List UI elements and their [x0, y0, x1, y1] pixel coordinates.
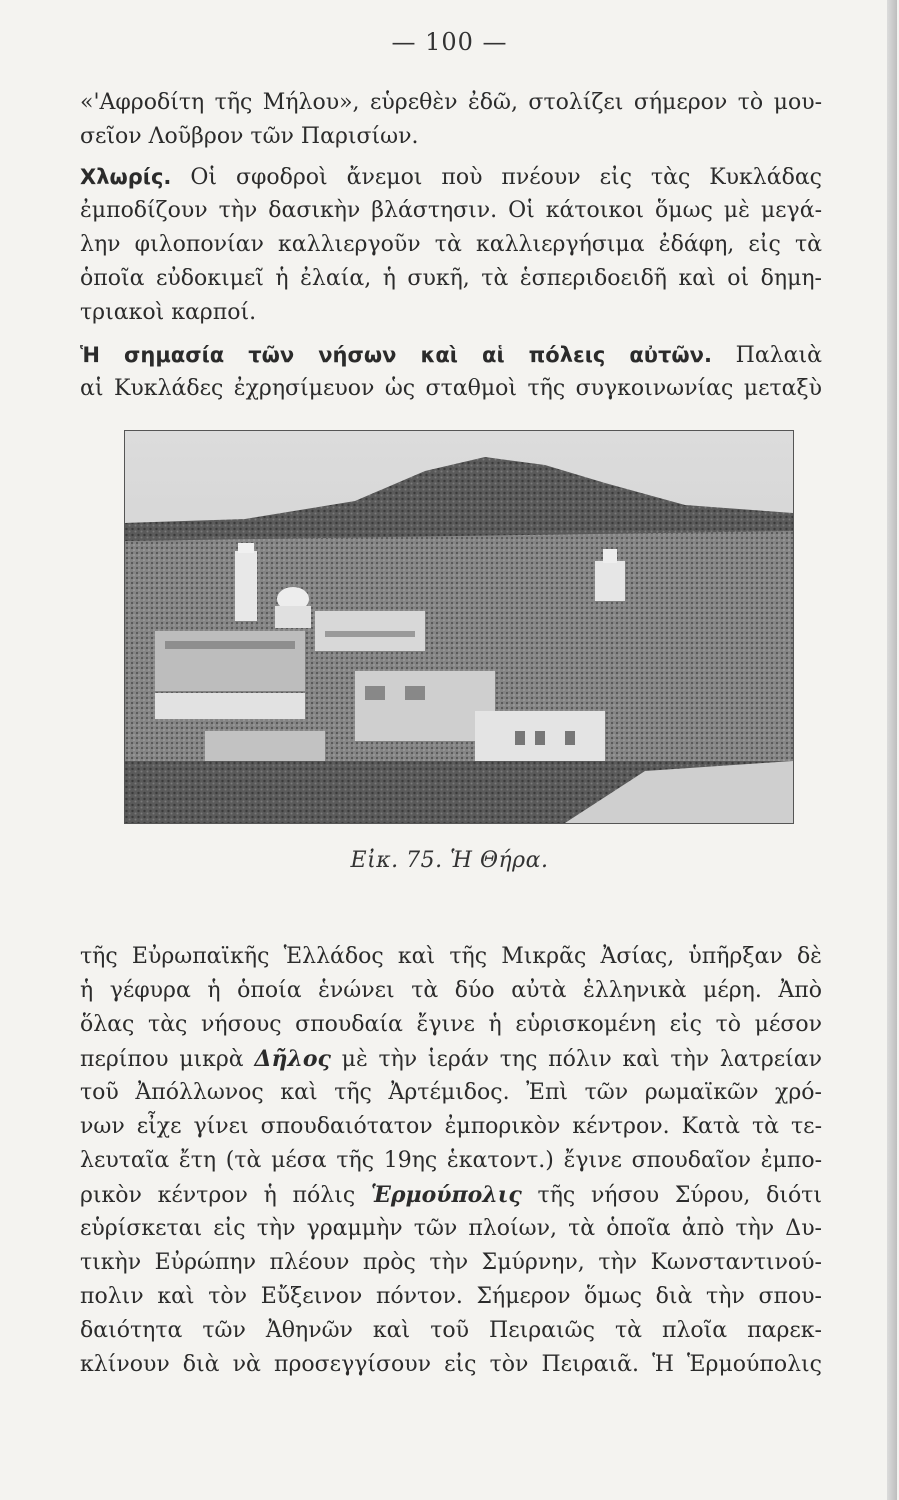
photo-illustration [125, 431, 793, 823]
text-span: Οἱ σφοδροὶ ἄνεμοι ποὺ πνέουν εἰς τὰς Κυκλάδας [190, 165, 822, 190]
text-line: τῆς Εὐρωπαϊκῆς Ἑλλάδος καὶ τῆς Μικρᾶς Ἀσίας, ὑπῆρξαν δὲ [80, 944, 822, 969]
text-line: ὅλας τὰς νήσους σπουδαία ἔγινε ἡ εὑρισκομένη εἰς τὸ μέσον [80, 1012, 822, 1037]
text-line: ἡ γέφυρα ἡ ὁποία ἑνώνει τὰ δύο αὐτὰ ἑλληνικὰ μέρη. Ἀπὸ [80, 978, 822, 1003]
page-number: — 100 — [391, 28, 508, 56]
text-line: σεῖον Λοῦβρον τῶν Παρισίων. [80, 124, 419, 149]
chloris-heading: Χλωρίς. [80, 165, 172, 189]
chloris-line [80, 160, 822, 195]
text-line: ἐμποδίζουν τὴν δασικὴν βλάστησιν. Οἱ κάτοικοι ὅμως μὲ μεγά- [80, 198, 822, 223]
text-line: εὑρίσκεται εἰς τὴν γραμμὴν τῶν πλοίων, τὰ ὁποῖα ἀπὸ τὴν Δυ- [80, 1216, 822, 1241]
text-span: Παλαιὰ [735, 343, 822, 368]
ermoupolis-line [80, 1178, 822, 1213]
figure-caption: Εἰκ. 75. Ἡ Θήρα. [350, 848, 549, 873]
text-line: τριακοὶ καρποί. [80, 300, 257, 325]
ermoupolis-term: Ἑρμούπολις [370, 1182, 522, 1208]
text-line: νων εἶχε γίνει σπουδαιότατον ἐμπορικὸν κέντρον. Κατὰ τὰ τε- [80, 1114, 822, 1139]
importance-line [80, 338, 822, 373]
text-span: μὲ τὴν ἱεράν της πόλιν καὶ τὴν λατρείαν [341, 1047, 822, 1072]
delos-term: Δῆλος [254, 1046, 331, 1072]
text-line: «'Αφροδίτη τῆς Μήλου», εὑρεθὲν ἐδῶ, στολίζει σήμερον τὸ μου- [80, 90, 822, 115]
text-line: τοῦ Ἀπόλλωνος καὶ τῆς Ἀρτέμιδος. Ἐπὶ τῶν ρωμαϊκῶν χρό- [80, 1080, 822, 1105]
text-line: τικὴν Εὐρώπην πλέουν πρὸς τὴν Σμύρνην, τὴν Κωνσταντινού- [80, 1250, 822, 1275]
text-line: δαιότητα τῶν Ἀθηνῶν καὶ τοῦ Πειραιῶς τὰ πλοῖα παρεκ- [80, 1318, 822, 1343]
delos-line [80, 1042, 822, 1077]
text-line: πολιν καὶ τὸν Εὔξεινον πόντον. Σήμερον ὅμως διὰ τὴν σπου- [80, 1284, 822, 1309]
thera-photograph [124, 430, 794, 824]
text-span: τῆς νήσου Σύρου, διότι [537, 1183, 822, 1208]
page-edge [887, 0, 897, 1500]
text-line: λευταῖα ἔτη (τὰ μέσα τῆς 19ης ἑκατοντ.) ἔγινε σπουδαῖον ἐμπο- [80, 1148, 822, 1173]
text-line: λην φιλοπονίαν καλλιεργοῦν τὰ καλλιεργήσιμα ἐδάφη, εἰς τὰ [80, 232, 822, 257]
text-line: κλίνουν διὰ νὰ προσεγγίσουν εἰς τὸν Πειραιᾶ. Ἡ Ἑρμούπολις [80, 1352, 822, 1377]
text-line: αἱ Κυκλάδες ἐχρησίμευον ὡς σταθμοὶ τῆς συγκοινωνίας μεταξὺ [80, 376, 822, 401]
text-line: ὁποῖα εὐδοκιμεῖ ἡ ἐλαία, ἡ συκῆ, τὰ ἑσπεριδοειδῆ καὶ οἱ δημη- [80, 266, 822, 291]
text-span: ρικὸν κέντρον ἡ πόλις [80, 1183, 356, 1208]
importance-heading: Ἡ σημασία τῶν νήσων καὶ αἱ πόλεις αὐτῶν. [80, 343, 712, 367]
text-span: περίπου μικρὰ [80, 1047, 244, 1072]
